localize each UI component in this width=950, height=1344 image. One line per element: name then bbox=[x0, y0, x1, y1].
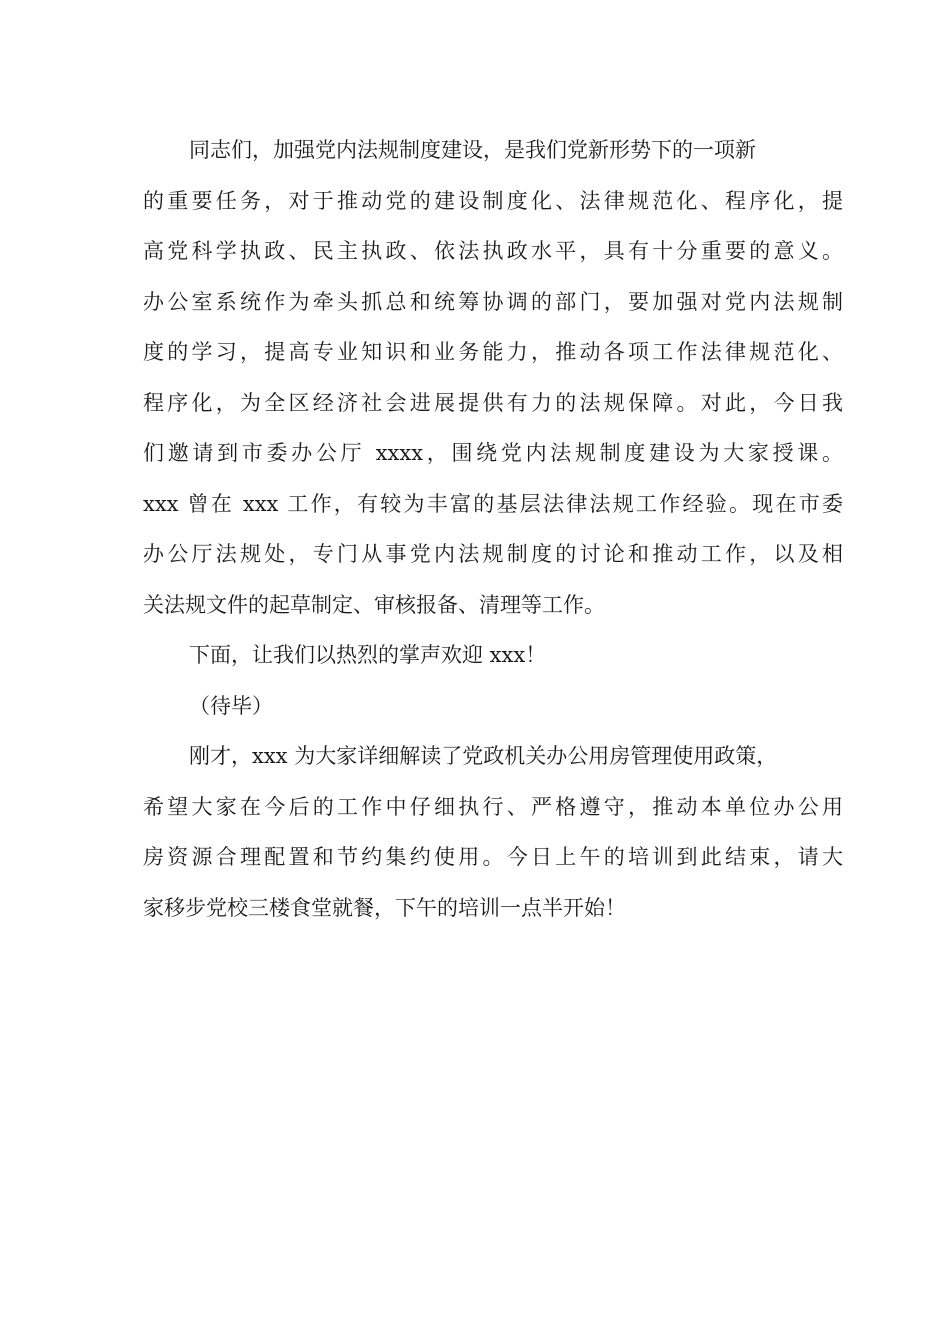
text-line: 办公室系统作为牵头抓总和统筹协调的部门，要加强对党内法规制 bbox=[143, 289, 843, 314]
text-line: 度的学习，提高专业知识和业务能力，推动各项工作法律规范化、 bbox=[143, 340, 843, 364]
document-body bbox=[143, 125, 843, 933]
text-line: 们邀请到市委办公厅 xxxx，围绕党内法规制度建设为大家授课。 bbox=[143, 441, 843, 465]
text-line: （待毕） bbox=[189, 693, 273, 718]
text-line: 下面，让我们以热烈的掌声欢迎 xxx！ bbox=[189, 643, 547, 667]
text-line: 办公厅法规处，专门从事党内法规制度的讨论和推动工作，以及相 bbox=[143, 542, 843, 566]
text-line: 程序化，为全区经济社会进展提供有力的法规保障。对此，今日我 bbox=[143, 390, 843, 415]
text-line: 家移步党校三楼食堂就餐，下午的培训一点半开始！ bbox=[143, 895, 626, 920]
text-line: 希望大家在今后的工作中仔细执行、严格遵守，推动本单位办公用 bbox=[143, 794, 843, 819]
text-line: 高党科学执政、民主执政、依法执政水平，具有十分重要的意义。 bbox=[143, 239, 843, 263]
text-line: 房资源合理配置和节约集约使用。今日上午的培训到此结束，请大 bbox=[143, 845, 843, 869]
text-line: 关法规文件的起草制定、审核报备、清理等工作。 bbox=[143, 592, 605, 617]
text-line: xxx 曾在 xxx 工作，有较为丰富的基层法律法规工作经验。现在市委 bbox=[143, 491, 843, 516]
text-line: 的重要任务，对于推动党的建设制度化、法律规范化、程序化，提 bbox=[143, 188, 843, 213]
text-line: 同志们，加强党内法规制度建设，是我们党新形势下的一项新 bbox=[189, 138, 756, 162]
text-line: 刚才，xxx 为大家详细解读了党政机关办公用房管理使用政策， bbox=[189, 744, 778, 768]
